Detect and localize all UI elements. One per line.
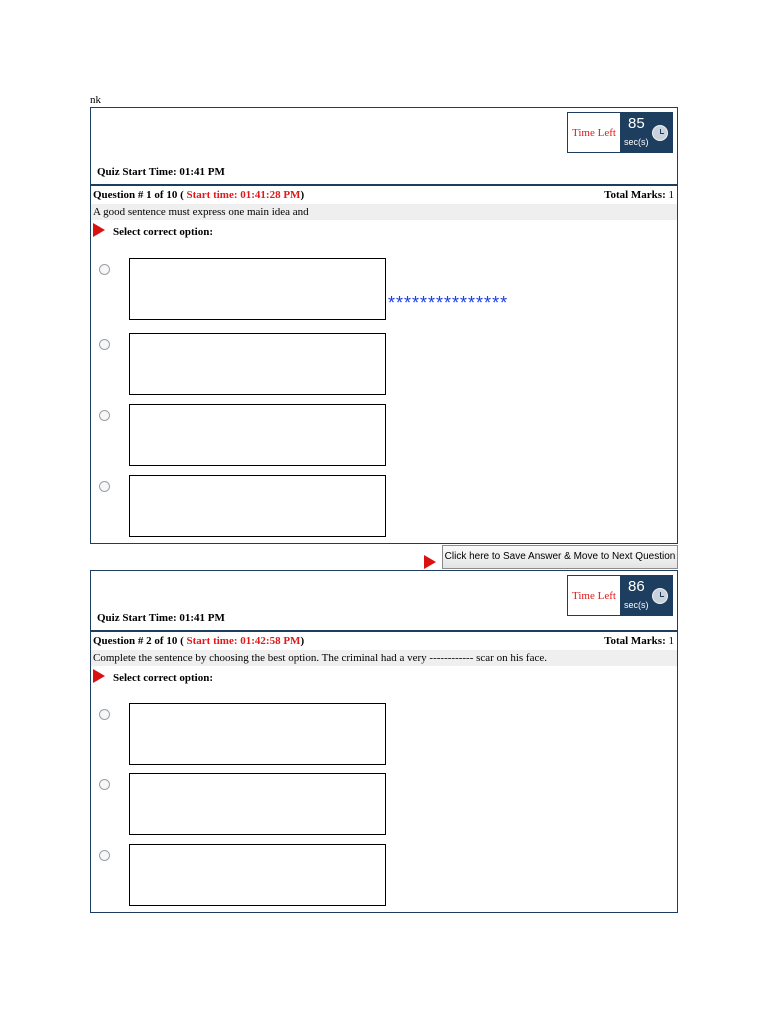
save-and-next-button[interactable]: Click here to Save Answer & Move to Next Question	[442, 545, 678, 569]
red-arrow-icon	[93, 669, 105, 683]
question-paren-close: )	[300, 635, 305, 647]
total-marks	[604, 186, 674, 204]
option-1	[91, 703, 681, 765]
option-2	[91, 773, 681, 835]
option-4	[91, 475, 681, 537]
option-3	[91, 404, 681, 466]
red-arrow-icon	[424, 555, 436, 569]
quiz-start-time: Quiz Start Time: 01:41 PM	[97, 166, 225, 178]
question-number: Question # 1 of 10 (	[93, 189, 184, 201]
question-text: Complete the sentence by choosing the best option. The criminal had a very ------------ scar on his face.	[91, 650, 677, 666]
time-left-unit: sec(s)	[624, 600, 649, 610]
question-start-time: Start time: 01:42:58 PM	[186, 635, 301, 647]
select-option-label: Select correct option:	[113, 672, 213, 684]
red-arrow-icon	[93, 223, 105, 237]
option-text-box[interactable]	[129, 475, 386, 537]
question-panel-1	[90, 107, 678, 544]
question-number: Question # 2 of 10 (	[93, 635, 184, 647]
time-left-display	[620, 576, 672, 615]
question-text: A good sentence must express one main idea and	[91, 204, 677, 220]
option-radio[interactable]	[99, 850, 110, 861]
option-radio[interactable]	[99, 264, 110, 275]
question-start-time: Start time: 01:41:28 PM	[186, 189, 301, 201]
time-left-value: 85	[628, 115, 645, 132]
panel-header	[91, 571, 677, 632]
option-1	[91, 258, 681, 320]
total-marks-value: 1	[668, 635, 674, 647]
option-text-box[interactable]	[129, 773, 386, 835]
clock-icon	[652, 125, 668, 141]
question-header	[91, 632, 677, 650]
option-3	[91, 844, 681, 906]
select-option-label: Select correct option:	[113, 226, 213, 238]
option-text-box[interactable]	[129, 258, 386, 320]
total-marks-label: Total Marks:	[604, 189, 666, 201]
option-text-box[interactable]	[129, 404, 386, 466]
panel-header	[91, 108, 677, 186]
question-paren-close: )	[300, 189, 305, 201]
total-marks-label: Total Marks:	[604, 635, 666, 647]
time-left-label: Time Left	[568, 113, 620, 152]
option-2	[91, 333, 681, 395]
question-panel-2	[90, 570, 678, 913]
option-radio[interactable]	[99, 339, 110, 350]
time-left-value: 86	[628, 578, 645, 595]
select-option-row	[91, 666, 677, 690]
time-left-label: Time Left	[568, 576, 620, 615]
asterisk-marker: ***************	[388, 293, 509, 313]
option-radio[interactable]	[99, 481, 110, 492]
total-marks	[604, 632, 674, 650]
stray-text: nk	[90, 94, 101, 106]
time-left-widget	[567, 112, 673, 153]
total-marks-value: 1	[668, 189, 674, 201]
option-radio[interactable]	[99, 779, 110, 790]
clock-icon	[652, 588, 668, 604]
option-text-box[interactable]	[129, 844, 386, 906]
option-radio[interactable]	[99, 709, 110, 720]
time-left-display	[620, 113, 672, 152]
option-text-box[interactable]	[129, 703, 386, 765]
question-header	[91, 186, 677, 204]
select-option-row	[91, 220, 677, 244]
time-left-unit: sec(s)	[624, 137, 649, 147]
time-left-widget	[567, 575, 673, 616]
option-radio[interactable]	[99, 410, 110, 421]
option-text-box[interactable]	[129, 333, 386, 395]
quiz-start-time: Quiz Start Time: 01:41 PM	[97, 612, 225, 624]
